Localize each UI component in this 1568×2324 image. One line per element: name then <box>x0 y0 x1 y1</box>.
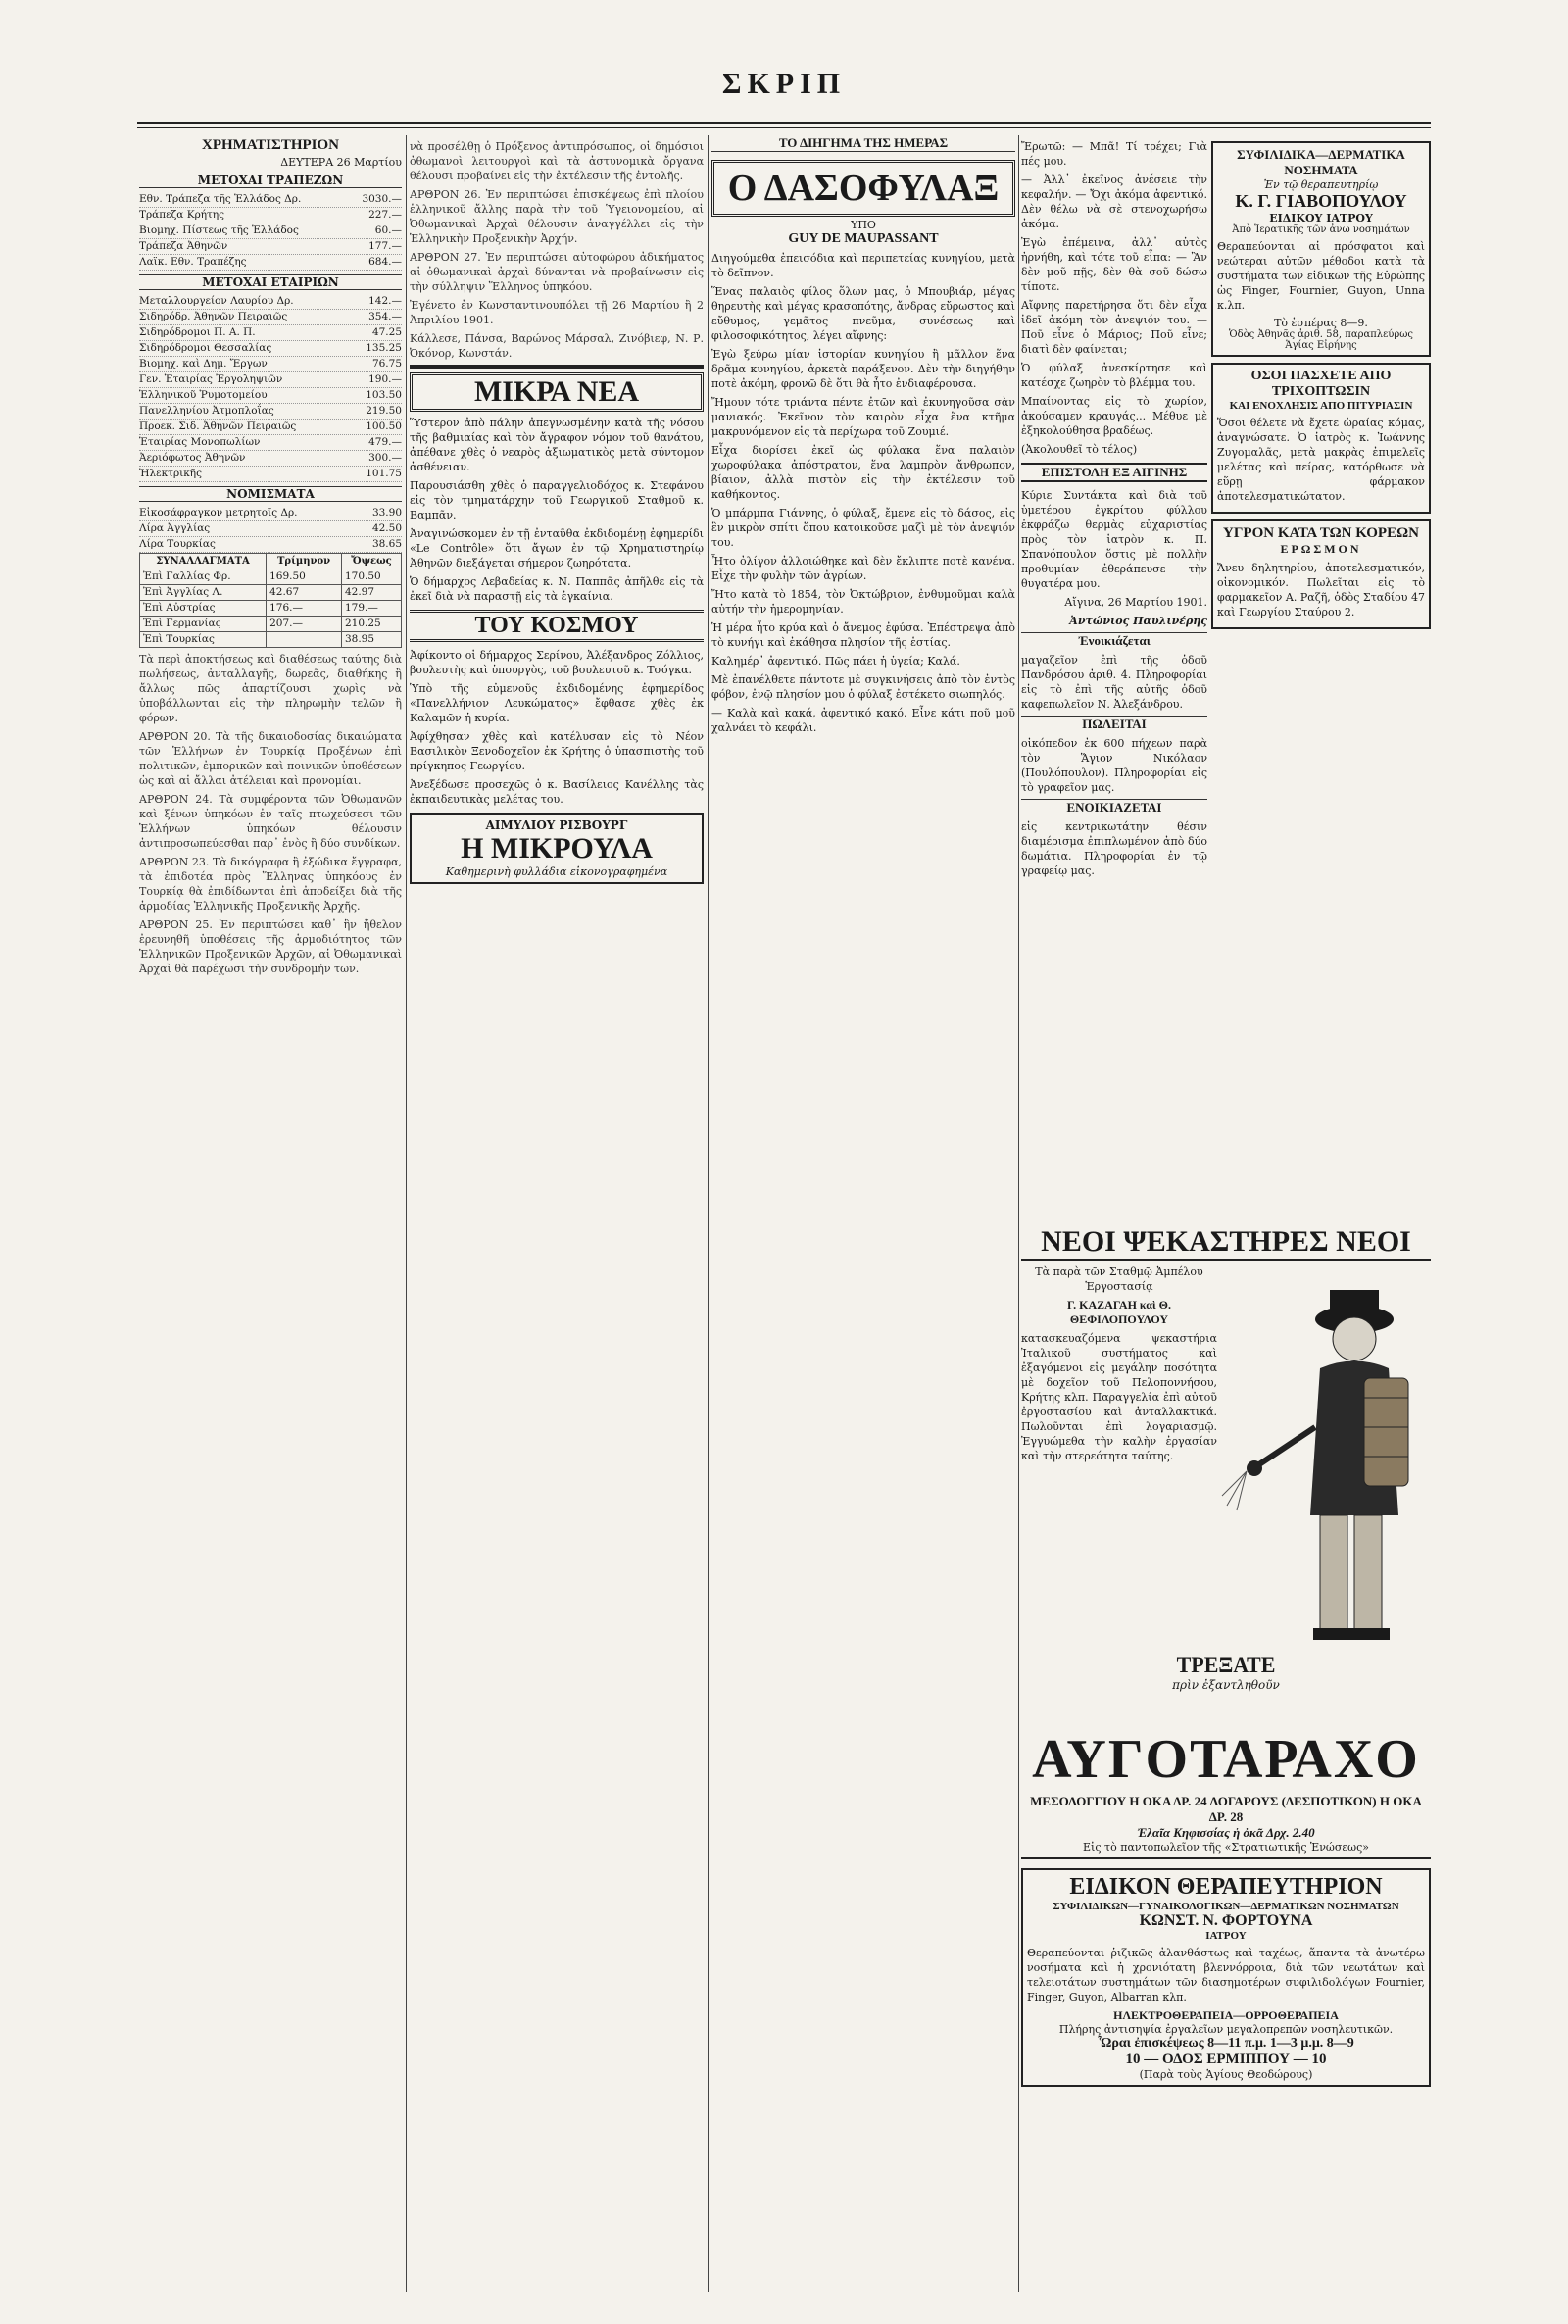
news-item: Ἀναγινώσκομεν ἐν τῇ ἐνταῦθα ἐκδιδομένῃ ἐφημερίδι «Le Contrôle» ὅτι ἄγων ἐν τῷ Χρηματιστηρίῳ Ἀθηνῶν διεξάγεται σήμερον ζωηρότατα. <box>410 527 704 569</box>
row-label: Βιομηχ. Πίστεως τῆς Ἑλλάδος <box>139 224 299 236</box>
row-value: 38.65 <box>371 538 402 550</box>
story-by: ΥΠΟ <box>851 219 876 231</box>
classified-ad-text: εἰς κεντρικωτάτην θέσιν διαμέρισμα ἐπιπλωμένον ἀπὸ δύο δωμάτια. Πληροφορίαι ἐν τῷ γραφείῳ μας. <box>1021 820 1207 877</box>
row-value: 219.50 <box>366 405 402 417</box>
fx-header-cell: Τρίμηνον <box>267 554 342 569</box>
syphilis-ad-body: Θεραπεύονται αἱ πρόσφατοι καὶ νεώτεραι αὐτῶν μέθοδοι κατὰ τὰ συστήματα τῶν εἰδικῶν τῆς Εὐρώπης ὡς Finger, Fournier, Guyon, Unna κ.λπ. <box>1217 240 1425 312</box>
story-paragraph: Εἶχα διορίσει ἐκεῖ ὡς φύλακα ἕνα παλαιὸν χωροφύλακα ἀπόστρατον, ἕνα λαμπρὸν ἄνθρωπον, βίαιον, ἀλλὰ πιστὸν εἰς τὴν ἐκτέλεσιν τοῦ καθήκοντος. <box>711 444 1015 501</box>
market-row <box>139 467 402 482</box>
clinic-ad-subtitle: ΣΥΦΙΛΙΔΙΚΩΝ—ΓΥΝΑΙΚΟΛΟΓΙΚΩΝ—ΔΕΡΜΑΤΙΚΩΝ ΝΟΣΗΜΑΤΩΝ <box>1053 1901 1399 1912</box>
avgotaraho-footer: Εἰς τὸ παντοπωλεῖον τῆς «Στρατιωτικῆς Ἑνώσεως» <box>1021 1841 1431 1859</box>
clinic-ad-equipment: Πλήρης ἀντισηψία ἐργαλεῖων μεγαλοπρεπῶν νοσηλευτικῶν. <box>1058 2023 1394 2036</box>
fx-cell <box>267 632 342 648</box>
society-item: Ὑπὸ τῆς εὐμενοῦς ἐκδιδομένης ἐφημερίδος «Πανελλήνιον Λευκώματος» ἔφθασε χθὲς ἐκ Καλαμῶν ἡ κυρία. <box>410 682 704 724</box>
masthead-rule-thin <box>137 127 1431 128</box>
clinic-ad-doctor: ΚΩΝΣΤ. Ν. ΦΟΡΤΟΥΝΑ <box>1139 1912 1313 1929</box>
row-label: Προεκ. Σιδ. Ἀθηνῶν Πειραιῶς <box>139 420 297 432</box>
article-paragraph: ΑΡΘΡΟΝ 20. Τὰ τῆς δικαιοδοσίας δικαιώματα τῶν Ἑλλήνων ἐν Τουρκίᾳ Προξένων ἐπὶ πολιτικῶν, ἐμπορικῶν καὶ ποινικῶν ὑποθέσεων ὡς καὶ αἱ ἄλλαι ἀτέλειαι καὶ προνομίαι. <box>139 730 402 787</box>
eyes-ad-title: ΥΓΡΟΝ ΚΑΤΑ ΤΩΝ ΚΟΡΕΩΝ <box>1223 525 1419 541</box>
companies-list <box>139 294 402 482</box>
syphilis-ad-title: ΣΥΦΙΛΙΔΙΚΑ—ΔΕΡΜΑΤΙΚΑ ΝΟΣΗΜΑΤΑ <box>1237 147 1405 177</box>
column-ads <box>1211 135 1431 635</box>
article-paragraph: ΑΡΘΡΟΝ 25. Ἐν περιπτώσει καθ᾽ ἣν ἤθελον ἐρευνηθῆ ὑποθέσεις τῆς ἁρμοδιότητος τῶν Ἑλληνικῶν Προξενικῶν Ἀρχῶν, αἱ Ὀθωμανικαὶ Ἀρχαὶ θὰ παρέχωσι τὴν συνδρομήν των. <box>139 918 402 975</box>
story-paragraph: Ὁ φύλαξ ἀνεσκίρτησε καὶ κατέσχε ζωηρὸν τὸ βλέμμα του. <box>1021 362 1207 389</box>
epistoli-title: ΕΠΙΣΤΟΛΗ ΕΞ ΑΙΓΙΝΗΣ <box>1021 463 1207 482</box>
market-header: ΧΡΗΜΑΤΙΣΤΗΡΙΟΝ <box>201 137 340 153</box>
row-value: 190.— <box>368 373 402 385</box>
row-value: 33.90 <box>371 507 402 519</box>
classified-ad <box>1021 716 1207 795</box>
column-story <box>711 135 1015 739</box>
companies-title: ΜΕΤΟΧΑΙ ΕΤΑΙΡΙΩΝ <box>139 274 402 290</box>
epistoli-signature: Ἀντώνιος Παυλινέρης <box>1069 615 1207 627</box>
row-label: Ἀεριόφωτος Ἀθηνῶν <box>139 452 246 464</box>
clinic-ad-hours: Ὧραι ἐπισκέψεως 8—11 π.μ. 1—3 μ.μ. 8—9 <box>1098 2036 1354 2051</box>
market-row <box>139 420 402 435</box>
syphilis-ad-doctor: Κ. Γ. ΓΙΑΒΟΠΟΥΛΟΥ <box>1235 191 1407 211</box>
market-row <box>139 357 402 372</box>
column-divider <box>1018 135 1019 2292</box>
sprayer-man-illustration <box>1217 1261 1423 1653</box>
avgotaraho-olives: Ἐλαῖα Κηφισσίας ἡ ὀκᾶ Δρχ. 2.40 <box>1137 1825 1315 1840</box>
fx-table <box>139 553 402 648</box>
fx-cell: Ἐπὶ Ἀγγλίας Λ. <box>140 585 267 601</box>
row-value: 76.75 <box>371 358 402 370</box>
story-paragraph: Ἐγὼ ἐπέμεινα, ἀλλ᾽ αὐτὸς ἠρνήθη, καὶ τότε τοῦ εἶπα: — Ἂν δὲν μοῦ πῇς, δὲν θὰ σοῦ δώσω τίποτε. <box>1021 236 1207 293</box>
row-value: 300.— <box>368 452 402 464</box>
story-paragraph: Ὁ μπάρμπα Γιάννης, ὁ φύλαξ, ἔμενε εἰς τὸ δάσος, εἰς ἓν μικρὸν σπίτι ὅπου κατοικοῦσε μαζὶ μὲ τὸν ἀνεψιόν του. <box>711 507 1015 549</box>
fx-row <box>140 617 402 632</box>
avgotaraho-title: ΑΥΓΟΤΑΡΑΧΟ <box>1032 1729 1420 1790</box>
row-label: Σιδηρόδρομοι Π. Α. Π. <box>139 326 256 338</box>
story-paragraph: Διηγούμεθα ἐπεισόδια καὶ περιπετείας κυνηγίου, μετὰ τὸ δεῖπνον. <box>711 252 1015 279</box>
story-paragraph: — Ἀλλ᾽ ἐκεῖνος ἀνέσειε τὴν κεφαλήν. — Ὄχι ἀκόμα ἀφεντικό. Δὲν θέλω νὰ σὲ στενοχωρήσω ἀκόμα. <box>1021 173 1207 230</box>
currency-list <box>139 506 402 553</box>
market-row <box>139 404 402 420</box>
news-item: Ὁ δήμαρχος Λεβαδείας κ. Ν. Παππᾶς ἀπῆλθε εἰς τὰ ἐκεῖ διὰ νὰ παραστῇ εἰς τὰ ἐγκαίνια. <box>410 575 704 603</box>
market-row <box>139 451 402 467</box>
market-row <box>139 537 402 553</box>
row-value: 227.— <box>368 209 402 221</box>
row-value: 3030.— <box>362 193 402 205</box>
story-paragraph: Ἤτο κατὰ τὸ 1854, τὸν Ὀκτώβριον, ἐνθυμοῦμαι καλὰ αὐτήν τὴν ἡμερομηνίαν. <box>711 588 1015 616</box>
eyes-ad <box>1211 519 1431 629</box>
classified-ad-title: ΠΩΛΕΙΤΑΙ <box>1082 717 1147 731</box>
syphilis-ad-role: ΕΙΔΙΚΟΥ ΙΑΤΡΟΥ <box>1269 212 1373 224</box>
fx-cell: 42.67 <box>267 585 342 601</box>
market-date: ΔΕΥΤΕΡΑ 26 Μαρτίου <box>280 156 402 169</box>
article-paragraph: ΑΡΘΡΟΝ 27. Ἐν περιπτώσει αὐτοφώρου ἀδικήματος αἱ ὀθωμανικαὶ ἀρχαὶ δύνανται νὰ προβαίνωσιν εἰς τὴν σύλληψιν Ἕλληνος ὑπηκόου. <box>410 251 704 293</box>
market-row <box>139 435 402 451</box>
clinic-ad-electro: ΗΛΕΚΤΡΟΘΕΡΑΠΕΙΑ—ΟΡΡΟΘΕΡΑΠΕΙΑ <box>1113 2008 1339 2022</box>
fx-table-header <box>140 554 402 569</box>
treaty-articles <box>139 652 402 976</box>
hair-ad-body: Ὅσοι θέλετε νὰ ἔχετε ὡραίας κόμας, ἀναγνώσατε. Ὁ ἰατρὸς κ. Ἰωάννης Ζυγομαλᾶς, μετὰ μακρὰς ἐπιμελεῖς μελέτας καὶ πείρας, κατόρθωσε νὰ εὕρῃ φάρμακον ἀποτελεσματικώτατον. <box>1217 417 1425 503</box>
row-value: 101.75 <box>366 468 402 479</box>
row-value: 135.25 <box>366 342 402 354</box>
clinic-ad-note: (Παρὰ τοὺς Ἁγίους Θεοδώρους) <box>1139 2068 1313 2081</box>
story-paragraph: Ἐγὼ ξεύρω μίαν ἱστορίαν κυνηγίου ἢ μᾶλλον ἕνα δρᾶμα κυνηγίου, ἀρκετὰ παράξενον. Δὲν τὴν διηγήθην ποτὲ ἀκόμη, φρονῶ δὲ ὅτι θὰ ἦτο ἐνδιαφέρουσα. <box>711 348 1015 390</box>
market-row <box>139 325 402 341</box>
fx-header-cell: ΣΥΝΑΛΛΑΓΜΑΤΑ <box>140 554 267 569</box>
story-section: ΤΟ ΔΙΗΓΗΜΑ ΤΗΣ ΗΜΕΡΑΣ <box>711 135 1015 152</box>
market-row <box>139 223 402 239</box>
hair-ad-title: ΟΣΟΙ ΠΑΣΧΕΤΕ ΑΠΟ ΤΡΙΧΟΠΤΩΣΙΝ <box>1250 369 1392 399</box>
small-ads <box>1021 632 1207 878</box>
syphilis-ad-hours: Τὸ ἑσπέρας 8—9. <box>1274 317 1368 329</box>
article-paragraph: ΑΡΘΡΟΝ 26. Ἐν περιπτώσει ἐπισκέψεως ἐπὶ πλοίου ἑλληνικοῦ ἄλλης παρὰ τὴν τοῦ Ὑγειονομείου, αἱ Ὀθωμανικαὶ Ἀρχαὶ θέλουσιν ἀναγγέλλει εἰς τὴν Ἑλληνικὴν Προξενικὴν Ἀρχήν. <box>410 188 704 245</box>
syphilis-ad-prefix: Ἐν τῷ θεραπευτηρίῳ <box>1263 178 1379 191</box>
row-label: Γεν. Ἑταιρίας Ἐργοληψιῶν <box>139 373 283 385</box>
classified-ad <box>1021 799 1207 878</box>
banks-title: ΜΕΤΟΧΑΙ ΤΡΑΠΕΖΩΝ <box>139 173 402 188</box>
clinic-ad-title: ΕΙΔΙΚΟΝ ΘΕΡΑΠΕΥΤΗΡΙΟΝ <box>1069 1874 1383 1900</box>
row-label: Μεταλλουργείον Λαυρίου Δρ. <box>139 295 294 307</box>
fx-cell: 176.— <box>267 601 342 617</box>
row-label: Τράπεζα Ἀθηνῶν <box>139 240 228 252</box>
fx-cell: 207.— <box>267 617 342 632</box>
clinic-ad <box>1021 1868 1431 2087</box>
story-title: Ο ΔΑΣΟΦΥΛΑΞ <box>711 160 1015 217</box>
fx-row <box>140 569 402 585</box>
row-label: Λίρα Ἀγγλίας <box>139 522 211 534</box>
sprayer-ad-caption: ΤΡΕΞΑΤΕ <box>1176 1653 1276 1677</box>
fx-row <box>140 585 402 601</box>
row-label: Εἰκοσάφραγκον μετρητοῖς Δρ. <box>139 507 298 519</box>
hair-ad <box>1211 363 1431 514</box>
row-label: Εθν. Τράπεζα τῆς Ἑλλάδος Δρ. <box>139 193 302 205</box>
column-divider <box>406 135 407 2292</box>
risbourg-subtitle: Καθημερινὴ φυλλάδια εἰκονογραφημένα <box>445 865 668 878</box>
classified-ad-title: ΕΝΟΙΚΙΑΖΕΤΑΙ <box>1066 800 1162 815</box>
market-row <box>139 341 402 357</box>
classified-ad-text: μαγαζεῖον ἐπὶ τῆς ὁδοῦ Πανδρόσου ἀριθ. 4. Πληροφορίαι εἰς τὸ ἐπὶ τῆς αὐτῆς ὁδοῦ καφεπωλεῖον Ν. Ἀλεξάνδρου. <box>1021 654 1207 711</box>
section-rule <box>410 365 704 369</box>
market-row <box>139 388 402 404</box>
row-value: 177.— <box>368 240 402 252</box>
story-paragraph: (Ἀκολουθεῖ τὸ τέλος) <box>1021 443 1138 456</box>
row-label: Λαϊκ. Εθν. Τραπέζης <box>139 256 247 268</box>
eyes-ad-name: ΕΡΩΣΜΟΝ <box>1280 542 1362 556</box>
fx-cell: 179.— <box>341 601 401 617</box>
row-value: 42.50 <box>371 522 402 534</box>
sprayer-ad-intro: Τὰ παρὰ τῶν Σταθμῷ Ἀμπέλου Ἑργοστασίᾳ <box>1035 1265 1203 1293</box>
mikra-nea-title: ΜΙΚΡΑ ΝΕΑ <box>410 372 704 412</box>
story-paragraph: Καλημέρ᾽ ἀφεντικό. Πῶς πάει ἡ ὑγεία; Καλά. <box>711 655 960 668</box>
sprayer-ad-body: κατασκευαζόμενα ψεκαστήρια Ἰταλικοῦ συστήματος καὶ ἐξαγόμενοι εἰς μεγάλην ποσότητα μὲ δοχεῖον τοῦ Πελοποννήσου, Κρήτης κλπ. Παραγγελία ἐπὶ αὐτοῦ ἐργοστασίου καὶ ἀνταλλακτικά. Πωλοῦνται ἐπὶ λογαριασμῷ. Ἐγγυώμεθα τὴν καλὴν ἐργασίαν καὶ τὴν στερεότητα ταύτης. <box>1021 1332 1217 1462</box>
fx-cell: Ἐπὶ Γαλλίας Φρ. <box>140 569 267 585</box>
row-label: Σιδηρόδρομοι Θεσσαλίας <box>139 342 272 354</box>
market-row <box>139 239 402 255</box>
fx-cell: 38.95 <box>341 632 401 648</box>
row-label: Βιομηχ. καὶ Δημ. Ἔργων <box>139 358 268 370</box>
fx-header-cell: Ὄψεως <box>341 554 401 569</box>
sprayer-ad-maker: Γ. ΚΑΖΑΓΑΗ καὶ Θ. ΘΕΦΙΛΟΠΟΥΛΟΥ <box>1067 1298 1171 1326</box>
row-value: 60.— <box>374 224 402 236</box>
syphilis-ad-address: Ἀπὸ Ἱερατικῆς τῶν ἀνω νοσημάτων <box>1232 224 1410 235</box>
row-label: Ἑταιρίας Μονοπωλίων <box>139 436 261 448</box>
epistoli-body: Κύριε Συντάκτα καὶ διὰ τοῦ ὑμετέρου ἐγκρίτου φύλλου ἐκφράζω θερμὰς εὐχαριστίας πρὸς τὸν ἱατρὸν κ. Π. Σπανόπουλον ὅστις μὲ πολλὴν προθυμίαν ἐθεράπευσε τὴν θυγατέρα μου. <box>1021 489 1207 590</box>
classified-ad-text: οἰκόπεδον ἐκ 600 πήχεων παρὰ τὸν Ἅγιον Νικόλαον (Πουλόπουλον). Πληροφορίαι εἰς τὸ γραφεῖον μας. <box>1021 737 1207 794</box>
risbourg-author: ΑΙΜΥΛΙΟΥ ΡΙΣΒΟΥΡΓ <box>485 818 628 832</box>
fx-cell: 42.97 <box>341 585 401 601</box>
hair-ad-subtitle: ΚΑΙ ΕΝΟΧΛΗΣΙΣ ΑΠΟ ΠΙΤΥΡΙΑΣΙΝ <box>1229 400 1413 412</box>
column-news <box>410 135 704 890</box>
avgotaraho-ad <box>1021 1725 1431 1859</box>
story-paragraph: Ἕνας παλαιὸς φίλος ὅλων μας, ὁ Μπουβιάρ, μέγας θηρευτὴς καὶ μέγας κρασοπότης, ἄνδρας εὔρωστος καὶ εὔθυμος, γεμᾶτος πνεῦμα, συνέσεως καὶ φιλοσοφικότητος, λέγει αἴφνης: <box>711 285 1015 342</box>
market-row <box>139 310 402 325</box>
column-market <box>139 135 402 980</box>
fx-row <box>140 601 402 617</box>
market-row <box>139 506 402 521</box>
row-label: Τράπεζα Κρήτης <box>139 209 225 221</box>
sprayer-ad-caption2: πρὶν ἐξαντληθοῦν <box>1172 1678 1280 1692</box>
tou-kosmou-title: ΤΟΥ ΚΟΣΜΟΥ <box>410 610 704 642</box>
market-row <box>139 521 402 537</box>
banks-list <box>139 192 402 271</box>
article-paragraph: ΑΡΘΡΟΝ 23. Τὰ δικόγραφα ἢ ἐξώδικα ἔγγραφα, τὰ ἐπιδοτέα πρὸς Ἕλληνας ὑπηκόους ἐν Τουρκίᾳ θὰ ἐπιδίδωνται ἐπὶ ἀποδείξει διὰ τῆς ἁρμοδίας Ἑλληνικῆς Προξενικῆς Ἀρχῆς. <box>139 856 402 913</box>
story-paragraph: Μπαίνοντας εἰς τὸ χωρίον, ἀκούσαμεν κραυγάς... Μέθυε μὲ ἐξηκολούθησα βραδέως. <box>1021 395 1207 437</box>
masthead <box>137 55 1431 114</box>
fx-cell: Ἐπὶ Γερμανίας <box>140 617 267 632</box>
row-value: 142.— <box>368 295 402 307</box>
row-label: Σιδηρόδρ. Ἀθηνῶν Πειραιῶς <box>139 311 288 322</box>
syphilis-ad-street: Ὁδὸς Ἀθηνᾶς ἀριθ. 58, παραπλεύρως Ἁγίας Εἰρήνης <box>1228 329 1414 351</box>
market-row <box>139 192 402 208</box>
story-paragraph: — Καλὰ καὶ κακά, ἀφεντικό κακό. Εἶνε κάτι ποῦ μοῦ χαλνάει τὸ κεφάλι. <box>711 707 1015 734</box>
fx-cell: 210.25 <box>341 617 401 632</box>
society-item: Ἀνεξέδωσε προσεχῶς ὁ κ. Βασίλειος Κανέλλης τὰς ἐκπαιδευτικὰς μελέτας του. <box>410 778 704 806</box>
clinic-ad-address: 10 — ΟΔΟΣ ΕΡΜΙΠΠΟΥ — 10 <box>1125 2052 1327 2067</box>
mikra-nea-items <box>410 416 704 604</box>
treaty-continuation <box>410 139 704 361</box>
fx-row <box>140 632 402 648</box>
story-author: GUY DE MAUPASSANT <box>788 231 939 246</box>
eyes-ad-body: Ἄνευ δηλητηρίου, ἀποτελεσματικόν, οἰκονομικόν. Πωλεῖται εἰς τὸ φαρμακεῖον Α. Ραζῆ, ὁδὸς Σταδίου 47 καὶ Γεωργίου Σταύρου 2. <box>1217 562 1425 618</box>
column-divider <box>708 135 709 2292</box>
news-item: Ὕστερον ἀπὸ πάλην ἀπεγνωσμένην κατὰ τῆς νόσου τῆς βαθμιαίας καὶ τὸν ἄγραφον νόμον τοῦ θανάτου, ἀπέθανε χθὲς ὁ νεαρὸς ἀξιωματικὸς μετὰ σύντομον ἀσθένειαν. <box>410 417 704 473</box>
fx-cell: Ἐπὶ Τουρκίας <box>140 632 267 648</box>
row-label: Λίρα Τουρκίας <box>139 538 216 550</box>
currency-title: ΝΟΜΙΣΜΑΤΑ <box>139 486 402 502</box>
fx-cell: Ἐπὶ Αὐστρίας <box>140 601 267 617</box>
story-continued-text <box>1021 139 1207 457</box>
story-paragraph: Αἴφνης παρετήρησα ὅτι δὲν εἶχα ἰδεῖ ἀκόμη τὸν ἀνεψιόν του. — Ποῦ εἶνε ὁ Μάριος; Ποῦ εἶνε; διατὶ δὲν φαίνεται; <box>1021 299 1207 356</box>
story-body <box>711 251 1015 735</box>
clinic-ad-body: Θεραπεύονται ῥιζικῶς ἀλανθάστως καὶ ταχέως, ἅπαντα τὰ ἀνωτέρω νοσήματα καὶ ἡ χρονιότατη βλεννόρροια, διὰ τῶν νεωτάτων καὶ τελειοτάτων συστημάτων τῶν διασημοτέρων συφιλιδολόγων Fournier, Finger, Guyon, Albarran κλπ. <box>1027 1947 1425 2003</box>
sprayer-ad-title: ΝΕΟΙ ΨΕΚΑΣΤΗΡΕΣ ΝΕΟΙ <box>1021 1225 1431 1261</box>
story-paragraph: Ἔρωτῶ: — Μπᾶ! Τί τρέχει; Γιὰ πές μου. <box>1021 140 1207 168</box>
row-value: 479.— <box>368 436 402 448</box>
market-row <box>139 255 402 271</box>
society-item: Ἀφίκοντο οἱ δήμαρχος Σερίνου, Ἀλέξανδρος Ζόλλιος, βουλευτὴς καὶ ὑπουργὸς, τοῦ βουλευτοῦ κ. Τσόγκα. <box>410 649 704 676</box>
row-label: Ἠλεκτρικῆς <box>139 468 202 479</box>
society-item: Ἀφίχθησαν χθὲς καὶ κατέλυσαν εἰς τὸ Νέον Βασιλικὸν Ξενοδοχεῖον ἐκ Κρήτης ὁ ὑπασπιστὴς τοῦ πρίγκηπος Γεωργίου. <box>410 730 704 772</box>
fx-table-body <box>140 569 402 648</box>
story-paragraph: Μὲ ἐπανέλθετε πάντοτε μὲ συγκινήσεις ἀπὸ τὸν ἐντὸς φόβον, ἐνῷ πλησίον μου ὁ φύλαξ ἐστέκετο σιωπηλός. <box>711 673 1015 701</box>
masthead-rule <box>137 122 1431 124</box>
row-label: Πανελληνίου Ἀτμοπλοΐας <box>139 405 274 417</box>
market-row <box>139 208 402 223</box>
tou-kosmou-items <box>410 648 704 807</box>
classified-ad-title: Ἐνοικιάζεται <box>1078 633 1151 648</box>
news-item: Παρουσιάσθη χθὲς ὁ παραγγελιοδόχος κ. Στεφάνου εἰς τὸν τμηματάρχην τοῦ Γεωργικοῦ Σταθμοῦ κ. Βαμπᾶν. <box>410 479 704 521</box>
avgotaraho-line: ΜΕΣΟΛΟΓΓΙΟΥ Η ΟΚΑ ΔΡ. 24 ΛΟΓΑΡΟΥΣ (ΔΕΣΠΟΤΙΚΟΝ) Η ΟΚΑ ΔΡ. 28 <box>1030 1794 1422 1824</box>
clinic-ad-role: ΙΑΤΡΟΥ <box>1205 1930 1247 1942</box>
article-paragraph: ΑΡΘΡΟΝ 24. Τὰ συμφέροντα τῶν Ὀθωμανῶν καὶ ξένων ὑπηκόων ἐν ταῖς πτωχεύσεσι τῶν Ἑλλήνων ὑπηκόων θέλουσιν ἀντιπροσωπεύεσθαι παρ᾽ ἑνὸς ἢ δύο συνδίκων. <box>139 793 402 850</box>
sprayer-ad <box>1021 1225 1431 1715</box>
story-paragraph: Ἦτο ὀλίγον ἀλλοιώθηκε καὶ δὲν ἔκλιπτε ποτὲ κανένα. Εἶχε τὴν φυλὴν τῶν ἀγρίων. <box>711 555 1015 582</box>
row-value: 100.50 <box>366 420 402 432</box>
epistoli-place: Αἴγινα, 26 Μαρτίου 1901. <box>1064 596 1207 609</box>
fx-cell: 170.50 <box>341 569 401 585</box>
market-row <box>139 372 402 388</box>
row-value: 47.25 <box>371 326 402 338</box>
row-value: 103.50 <box>366 389 402 401</box>
article-paragraph: νὰ προσέλθῃ ὁ Πρόξενος ἀντιπρόσωπος, οἱ δημόσιοι ὀθωμανοὶ λειτουργοὶ καὶ τὰ ἀστυνομικὰ ὄργανα θέλουσι προβαίνει εἰς τὴν ἐκτέλεσιν τῆς ἐντολῆς. <box>410 140 704 182</box>
classified-ad <box>1021 632 1207 712</box>
story-paragraph: Ἡ μέρα ἦτο κρύα καὶ ὁ ἄνεμος ἐφύσα. Ἐπέστρεψα ἀπὸ τὸ κυνήγι καὶ ἐκάθησα πλησίον τῆς ἑστίας. <box>711 621 1015 649</box>
article-paragraph: Τὰ περὶ ἀποκτήσεως καὶ διαθέσεως ταύτης διὰ πωλήσεως, ἀνταλλαγῆς, δωρεᾶς, διαθήκης ἢ ἄλλως πῶς ἀπαρτίζουσι χωρὶς νὰ ὑποβάλλωνται εἰς τὴν πληρωμὴν τελῶν ἢ φόρων. <box>139 653 402 724</box>
newspaper-title: ΣΚΡΙΠ <box>721 68 847 100</box>
column-story-continued <box>1021 135 1207 882</box>
article-paragraph: Κάλλεσε, Πάνσα, Βαρώνος Μάρσαλ, Ζινόβιεφ, Ν. Ρ. Ὀκόνορ, Κωνστάν. <box>410 332 704 360</box>
story-paragraph: Ἤμουν τότε τριάντα πέντε ἐτῶν καὶ ἐκυνηγοῦσα σὰν μανιακός. Ἐκεῖνον τὸν καιρὸν εἶχα ἕνα κτῆμα μακρυνόμενον εἰς τὰ περίχωρα τοῦ Ζουμιέ. <box>711 396 1015 438</box>
article-paragraph: Ἐγένετο ἐν Κωνσταντινουπόλει τῇ 26 Μαρτίου ἢ 2 Ἀπριλίου 1901. <box>410 299 704 326</box>
syphilis-ad <box>1211 141 1431 357</box>
risbourg-ad <box>410 813 704 884</box>
fx-cell: 169.50 <box>267 569 342 585</box>
market-row <box>139 294 402 310</box>
row-value: 354.— <box>368 311 402 322</box>
risbourg-title: Η ΜΙΚΡΟΥΛΑ <box>461 832 653 865</box>
row-label: Ἑλληνικοῦ Ῥυμοτομείου <box>139 389 268 401</box>
row-value: 684.— <box>368 256 402 268</box>
